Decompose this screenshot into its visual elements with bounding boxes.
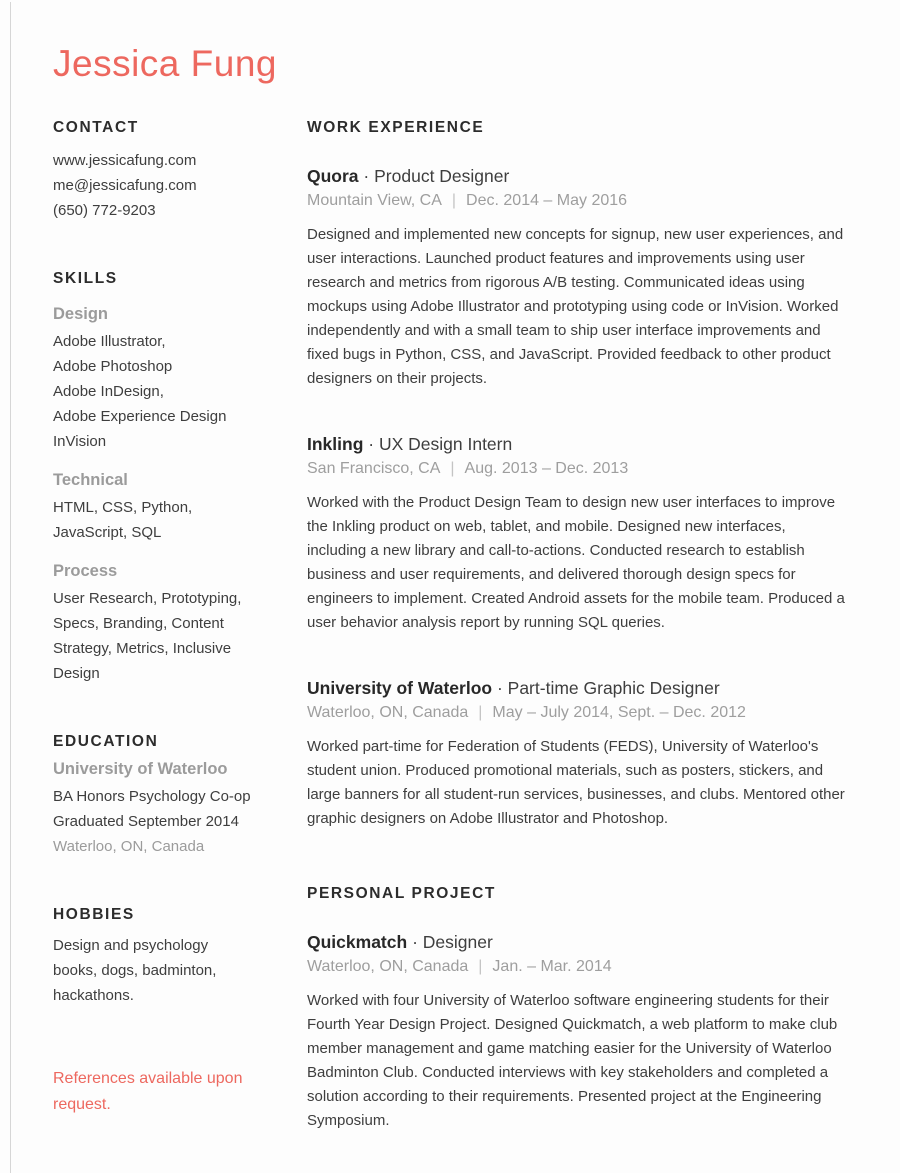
work-entry-quora [307, 163, 847, 391]
skill-group-label: Technical [53, 470, 128, 489]
page-edge-divider [10, 2, 11, 1173]
entry-location: Waterloo, ON, Canada [307, 957, 469, 975]
skill-line: Adobe Photoshop [53, 357, 173, 375]
entry-description: Worked with four University of Waterloo software engineering students for their Fourth Year Design Project. Designed Quickmatch, a web platform to make club member management and game matching easier for the University of Waterloo Badminton Club. Conducted interviews with key stakeholders and completed a solution according to their requirements. Presented project at the Engineering Symposium. [307, 991, 838, 1129]
entry-title [307, 431, 847, 457]
entry-company: Quora [307, 165, 359, 186]
skill-line: Design [53, 664, 100, 682]
entry-company: Inkling [307, 433, 364, 454]
entry-title [307, 675, 847, 701]
education-location: Waterloo, ON, Canada [53, 837, 205, 855]
entry-dates: Jan. – Mar. 2014 [492, 957, 612, 975]
skill-line: Adobe Experience Design [53, 407, 227, 425]
education-degree: BA Honors Psychology Co-op [53, 787, 251, 805]
hobbies-section-title: HOBBIES [53, 905, 135, 923]
work-experience-section [307, 119, 847, 831]
skill-line: Adobe InDesign, [53, 382, 164, 400]
pipe-divider: | [451, 191, 457, 209]
entry-title [307, 929, 847, 955]
skills-section [53, 270, 253, 686]
references-note: References available upon request. [53, 1069, 243, 1113]
entry-location: Waterloo, ON, Canada [307, 703, 469, 721]
entry-description: Worked with the Product Design Team to design new user interfaces to improve the Inkling product on web, tablet, and mobile. Designed new interfaces, including a new library and call-to-actions. Conducted research to establish business and user requirements, and delivered thorough design specs for engineers to implement. Created Android assets for the mobile team. Produced a user behavior analysis report by running SQL queries. [307, 493, 845, 631]
skills-section-title: SKILLS [53, 269, 118, 287]
entry-role: Designer [422, 931, 493, 952]
entry-dates: May – July 2014, Sept. – Dec. 2012 [492, 703, 746, 721]
skill-line: InVision [53, 432, 107, 450]
entry-role: UX Design Intern [378, 433, 513, 454]
entry-meta [307, 958, 847, 976]
dot-separator: · [412, 931, 418, 952]
pipe-divider: | [450, 459, 455, 477]
skill-group-design [53, 305, 253, 454]
hobbies-text: Design and psychology books, dogs, badminton, hackathons. [53, 936, 217, 1004]
skill-line: Strategy, Metrics, Inclusive [53, 639, 232, 657]
education-school: University of Waterloo [53, 759, 228, 778]
entry-location: Mountain View, CA [307, 191, 442, 209]
entry-dates: Aug. 2013 – Dec. 2013 [464, 459, 629, 477]
education-entry [53, 760, 253, 859]
education-section-title: EDUCATION [53, 732, 159, 750]
entry-location: San Francisco, CA [307, 459, 441, 477]
skill-group-label: Design [53, 304, 109, 323]
contact-section [53, 119, 253, 223]
skill-group-label: Process [53, 561, 118, 580]
contact-website: www.jessicafung.com [53, 151, 197, 169]
work-entry-waterloo [307, 675, 847, 831]
dot-separator: · [496, 677, 503, 698]
personal-project-section [307, 885, 847, 1133]
contact-lines [53, 148, 253, 223]
skill-group-process [53, 562, 253, 686]
hobbies-section [53, 906, 253, 1008]
entry-meta [307, 460, 847, 478]
work-entry-inkling [307, 431, 847, 635]
work-experience-section-title: WORK EXPERIENCE [307, 118, 485, 136]
entry-meta [307, 704, 847, 722]
sidebar [53, 119, 253, 1133]
entry-description: Designed and implemented new concepts for signup, new user experiences, and user interactions. Launched product features and improvements using user research and metrics from rigorous A/B testing. Communicated ideas using mockups using Adobe Illustrator and prototyping using code or InVision. Worked independently and with a small team to ship user interface improvements and fixed bugs in Python, CSS, and JavaScript. Provided feedback to other product designers on their projects. [307, 225, 844, 387]
contact-email: me@jessicafung.com [53, 176, 197, 194]
main-column [307, 119, 847, 1133]
page-title: Jessica Fung [53, 43, 277, 84]
education-section [53, 733, 253, 859]
entry-title [307, 163, 847, 189]
skill-line: User Research, Prototyping, [53, 589, 242, 607]
skill-line: Adobe Illustrator, [53, 332, 166, 350]
pipe-divider: | [478, 703, 483, 721]
skill-line: JavaScript, SQL [53, 523, 162, 541]
skill-line: HTML, CSS, Python, [53, 498, 193, 516]
dot-separator: · [368, 433, 375, 454]
entry-role: Product Designer [374, 165, 510, 186]
resume-columns [53, 119, 854, 1133]
entry-company: Quickmatch [307, 931, 408, 952]
skill-group-technical [53, 471, 253, 545]
personal-project-section-title: PERSONAL PROJECT [307, 884, 496, 902]
entry-meta [307, 192, 847, 210]
entry-role: Part-time Graphic Designer [507, 677, 720, 698]
entry-description: Worked part-time for Federation of Students (FEDS), University of Waterloo's student union. Produced promotional materials, such as posters, stickers, and large banners for all student-run services, businesses, and clubs. Mentored other graphic designers on Adobe Illustrator and Photoshop. [307, 737, 845, 827]
pipe-divider: | [478, 957, 483, 975]
entry-company: University of Waterloo [307, 677, 493, 698]
dot-separator: · [363, 165, 370, 186]
education-graduation: Graduated September 2014 [53, 812, 239, 830]
project-entry-quickmatch [307, 929, 847, 1133]
contact-section-title: CONTACT [53, 118, 139, 136]
entry-dates: Dec. 2014 – May 2016 [466, 191, 628, 209]
contact-phone: (650) 772-9203 [53, 201, 156, 219]
skill-line: Specs, Branding, Content [53, 614, 224, 632]
